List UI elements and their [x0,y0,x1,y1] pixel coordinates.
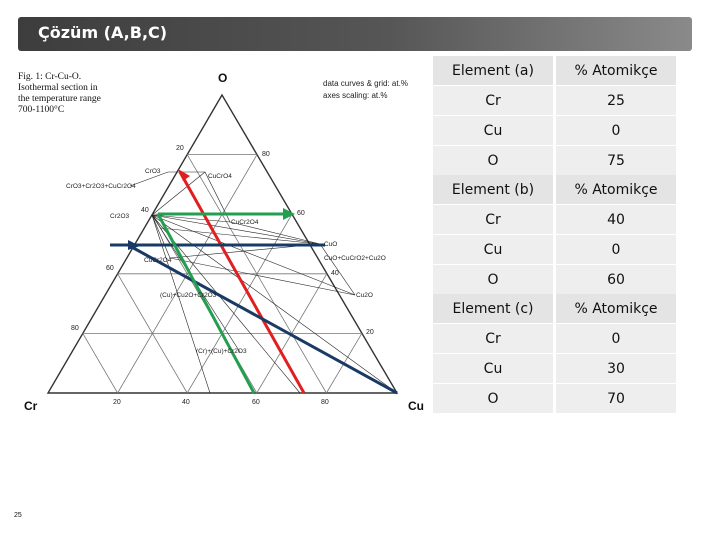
phase-label: CuCr2O4 [231,219,259,226]
table-row [433,205,676,235]
tick-left-40: 40 [141,207,149,214]
cell-element: Cu [433,116,555,146]
phase-label: (Cu)+Cu2O+Cr2O3 [160,292,217,299]
cell-value: 70 [555,384,677,414]
table-row [433,354,676,384]
cell-value: 40 [555,205,677,235]
cell-element: O [433,146,555,176]
tick-bottom-40: 40 [182,399,190,406]
cell-element: Cr [433,324,555,354]
phase-label: Cu2O [356,292,373,299]
table-header-row [433,56,676,86]
phase-label: CuO [324,241,338,248]
tick-right-20: 20 [366,329,374,336]
cell-value: 0 [555,324,677,354]
table-row [433,384,676,414]
cell-value: 30 [555,354,677,384]
triangle-grid [83,155,362,393]
corner-label-cr: Cr [24,399,38,413]
tick-right-80: 80 [262,151,270,158]
arrowhead-a [178,169,190,181]
table-row [433,86,676,116]
cell-element: Cu [433,354,555,384]
title-bar [18,17,692,51]
figure-note-line: data curves & grid: at.% [323,79,408,88]
composition-tables [433,56,676,413]
composition-table-a [433,56,676,413]
figure-caption [18,72,128,116]
tick-right-40: 40 [331,270,339,277]
tick-bottom-20: 20 [113,399,121,406]
phase-label: CuO+CuCrO2+Cu2O [324,255,386,262]
tick-left-80: 80 [71,325,79,332]
table-header-row [433,294,676,324]
header-percent: % Atomikçe [555,175,677,205]
phase-label: CuCr2O4 [144,257,172,264]
cell-element: O [433,265,555,295]
figure-note-line: axes scaling: at.% [323,91,388,100]
cell-value: 0 [555,235,677,265]
cell-element: Cu [433,235,555,265]
slide-number: 25 [14,512,22,519]
phase-label: CrO3+Cr2O3+CuCr2O4 [66,183,136,190]
table-row [433,265,676,295]
cell-value: 60 [555,265,677,295]
tick-bottom-80: 80 [321,399,329,406]
table-row [433,324,676,354]
table-row [433,146,676,176]
corner-label-o: O [218,71,228,85]
cell-element: Cr [433,205,555,235]
corner-label-cu: Cu [408,399,424,413]
phase-label: Cr2O3 [110,213,130,220]
phase-label: CrO3 [145,168,161,175]
cell-element: Cr [433,86,555,116]
phase-label: CuCrO4 [208,173,232,180]
figure-note [323,78,433,102]
figure-caption-line: Fig. 1: Cr-Cu-O. [18,72,82,82]
line-b [128,245,397,393]
header-percent: % Atomikçe [555,294,677,324]
tie-lines [130,172,397,393]
tick-bottom-60: 60 [252,399,260,406]
cell-value: 0 [555,116,677,146]
composition-lines [110,169,397,393]
header-element: Element (c) [433,294,555,324]
phase-label: (Cr)+(Cu)+Cr2O3 [196,348,247,355]
tick-right-60: 60 [297,210,305,217]
table-header-row [433,175,676,205]
tick-left-20: 20 [176,145,184,152]
table-row [433,235,676,265]
header-percent: % Atomikçe [555,56,677,86]
cell-value: 75 [555,146,677,176]
figure-caption-line: 700-1100°C [18,105,65,115]
table-row [433,116,676,146]
figure-caption-line: the temperature range [18,94,101,104]
tick-left-60: 60 [106,265,114,272]
figure-caption-line: Isothermal section in [18,83,98,93]
header-element: Element (b) [433,175,555,205]
cell-value: 25 [555,86,677,116]
cell-element: O [433,384,555,414]
slide-title: Çözüm (A,B,C) [38,23,168,42]
header-element: Element (a) [433,56,555,86]
